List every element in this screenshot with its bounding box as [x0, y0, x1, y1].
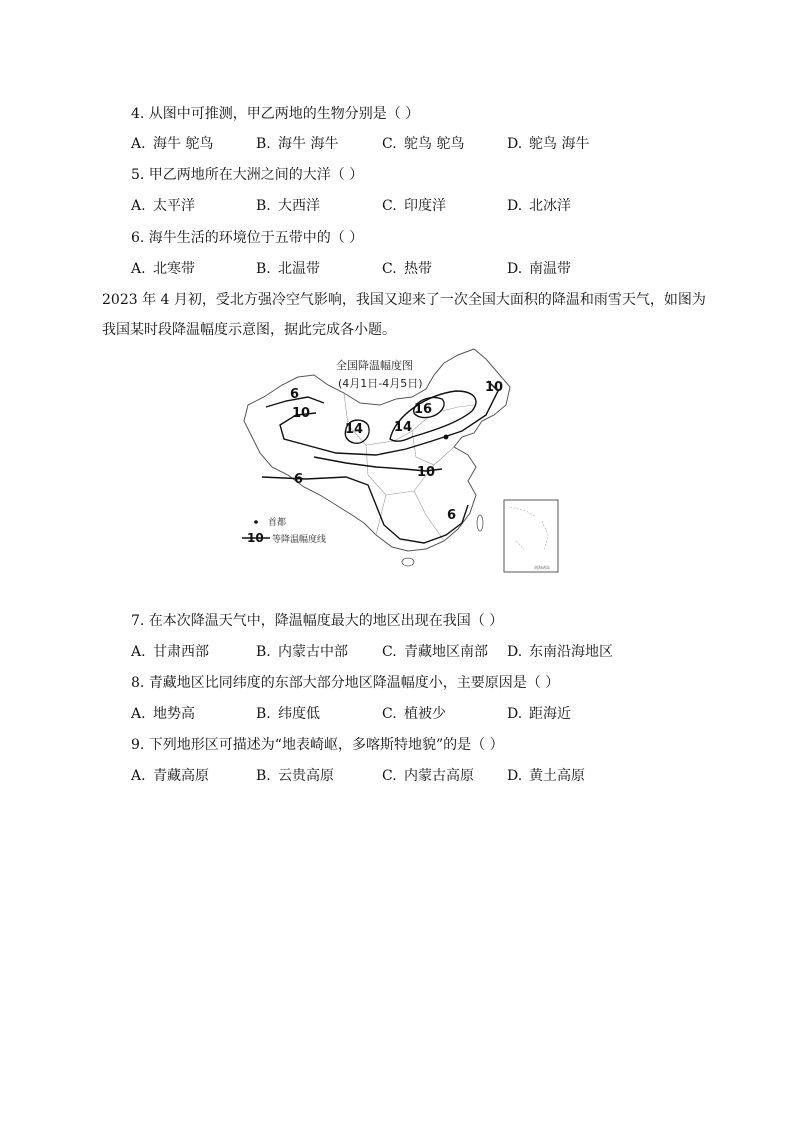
option-text: 北冰洋	[529, 198, 571, 214]
option-text: 印度洋	[404, 198, 446, 214]
option-letter: D.	[507, 198, 523, 214]
hainan-island	[402, 558, 414, 566]
option-letter: A.	[131, 261, 146, 277]
question-4-option-a[interactable]	[131, 134, 213, 154]
question-6-option-a[interactable]	[131, 259, 195, 279]
question-7-option-d[interactable]	[507, 642, 613, 662]
legend-capital-label: 首都	[268, 518, 287, 528]
question-5-option-b[interactable]	[256, 196, 320, 216]
option-letter: C.	[382, 706, 397, 722]
question-6-stem: 6. 海牛生活的环境位于五带中的（ ）	[131, 230, 364, 246]
question-7-option-a[interactable]	[131, 642, 209, 662]
option-text: 内蒙古中部	[278, 644, 348, 660]
option-letter: B.	[256, 261, 271, 277]
question-9-stem: 9. 下列地形区可描述为“地表崎岖，多喀斯特地貌”的是（ ）	[131, 737, 504, 753]
option-text: 距海近	[529, 706, 571, 722]
option-letter: D.	[507, 261, 523, 277]
option-text: 鸵鸟 鸵鸟	[404, 136, 465, 152]
question-5-stem: 5. 甲乙两地所在大洲之间的大洋（ ）	[131, 167, 364, 183]
option-letter: B.	[256, 198, 271, 214]
question-8-stem: 8. 青藏地区比同纬度的东部大部分地区降温幅度小，主要原因是（ ）	[131, 675, 560, 691]
isoline-label-14-b: 14	[394, 420, 413, 435]
question-5-option-c[interactable]	[382, 196, 446, 216]
question-5-option-a[interactable]	[131, 196, 195, 216]
question-9-option-a[interactable]	[131, 766, 209, 786]
legend-isoline-label: 等降温幅度线	[272, 535, 327, 545]
option-letter: C.	[382, 768, 397, 784]
isoline-label-10-west: 10	[292, 406, 311, 421]
question-4-option-b[interactable]	[256, 134, 338, 154]
question-5-option-d[interactable]	[507, 196, 571, 216]
question-9-option-d[interactable]	[507, 766, 585, 786]
question-7-option-c[interactable]	[382, 642, 488, 662]
option-text: 内蒙古高原	[404, 768, 474, 784]
option-letter: C.	[382, 644, 397, 660]
question-6-option-c[interactable]	[382, 259, 432, 279]
isoline-label-6-se: 6	[447, 508, 457, 523]
question-8-option-c[interactable]	[382, 704, 446, 724]
option-text: 海牛 海牛	[278, 136, 339, 152]
question-8-option-b[interactable]	[256, 704, 320, 724]
passage-line-1: 2023 年 4 月初，受北方强冷空气影响，我国又迎来了一次全国大面积的降温和雨雪天气，如图为	[102, 292, 706, 308]
option-text: 地势高	[153, 706, 195, 722]
option-letter: C.	[382, 136, 397, 152]
option-text: 黄土高原	[529, 768, 585, 784]
option-text: 青藏高原	[153, 768, 209, 784]
option-text: 青藏地区南部	[404, 644, 488, 660]
legend-isoline-value: 10	[247, 531, 264, 545]
option-letter: B.	[256, 644, 271, 660]
option-text: 北寒带	[153, 261, 195, 277]
option-text: 海牛 鸵鸟	[153, 136, 214, 152]
question-6-option-d[interactable]	[507, 259, 571, 279]
option-letter: D.	[507, 644, 523, 660]
option-letter: C.	[382, 198, 397, 214]
question-8-option-a[interactable]	[131, 704, 195, 724]
capital-marker	[444, 435, 449, 440]
question-4-option-c[interactable]	[382, 134, 464, 154]
option-text: 南温带	[529, 261, 571, 277]
isoline-label-10-ne: 10	[485, 380, 504, 395]
isoline-label-16: 16	[414, 402, 433, 417]
map-subtitle: (4月1日-4月5日)	[338, 377, 423, 390]
option-text: 甘肃西部	[153, 644, 209, 660]
option-text: 太平洋	[153, 198, 195, 214]
south-china-sea-inset	[504, 500, 558, 572]
option-text: 鸵鸟 海牛	[529, 136, 590, 152]
option-text: 北温带	[278, 261, 320, 277]
option-text: 云贵高原	[278, 768, 334, 784]
question-7-stem: 7. 在本次降温天气中，降温幅度最大的地区出现在我国（ ）	[131, 613, 504, 629]
inset-caption: 南海诸岛	[534, 565, 550, 570]
question-9-option-c[interactable]	[382, 766, 474, 786]
temperature-drop-map	[236, 345, 561, 575]
map-title: 全国降温幅度图	[336, 359, 413, 372]
question-8-option-d[interactable]	[507, 704, 571, 724]
question-4-option-d[interactable]	[507, 134, 589, 154]
option-text: 大西洋	[278, 198, 320, 214]
option-letter: B.	[256, 768, 271, 784]
question-7-option-b[interactable]	[256, 642, 348, 662]
map-svg	[236, 345, 561, 575]
option-letter: A.	[131, 706, 146, 722]
option-letter: A.	[131, 644, 146, 660]
option-letter: D.	[507, 706, 523, 722]
option-text: 植被少	[404, 706, 446, 722]
option-text: 东南沿海地区	[529, 644, 613, 660]
option-letter: D.	[507, 136, 523, 152]
option-text: 热带	[404, 261, 432, 277]
question-4-stem: 4. 从图中可推测，甲乙两地的生物分别是（ ）	[131, 106, 420, 122]
taiwan-island	[477, 515, 483, 531]
isoline-label-10-south: 10	[417, 465, 436, 480]
isoline-label-6-nw: 6	[290, 387, 300, 402]
option-letter: A.	[131, 136, 146, 152]
question-9-option-b[interactable]	[256, 766, 334, 786]
option-text: 纬度低	[278, 706, 320, 722]
question-6-option-b[interactable]	[256, 259, 320, 279]
passage-line-2: 我国某时段降温幅度示意图，据此完成各小题。	[102, 322, 396, 338]
option-letter: C.	[382, 261, 397, 277]
isoline-label-6-south: 6	[294, 472, 304, 487]
option-letter: A.	[131, 198, 146, 214]
legend-capital-icon	[254, 520, 258, 524]
option-letter: B.	[256, 706, 271, 722]
option-letter: B.	[256, 136, 271, 152]
option-letter: D.	[507, 768, 523, 784]
option-letter: A.	[131, 768, 146, 784]
isoline-label-14-a: 14	[345, 422, 364, 437]
